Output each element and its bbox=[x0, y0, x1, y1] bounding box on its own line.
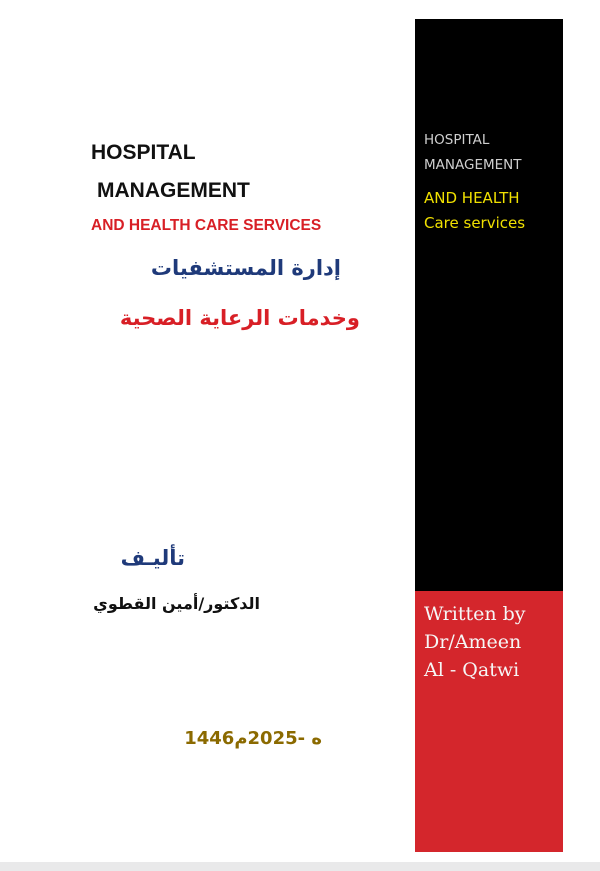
english-title-line2: MANAGEMENT bbox=[97, 179, 250, 202]
sidebar-title-line2: MANAGEMENT bbox=[424, 157, 522, 173]
english-title-line1: HOSPITAL bbox=[91, 141, 196, 164]
sidebar-title-line1: HOSPITAL bbox=[424, 132, 490, 148]
sidebar-author-line2: Al - Qatwi bbox=[424, 659, 520, 681]
sidebar-title-line4: Care services bbox=[424, 214, 526, 232]
author-label: تأليـف bbox=[120, 546, 185, 570]
publication-date: 1446ه -2025م bbox=[184, 728, 322, 749]
written-by-label: Written by bbox=[424, 603, 526, 625]
sidebar-author-line1: Dr/Ameen bbox=[424, 631, 522, 653]
arabic-title-line1: إدارة المستشفيات bbox=[150, 256, 341, 280]
english-title-line3: AND HEALTH CARE SERVICES bbox=[91, 217, 322, 234]
arabic-title-line2: وخدمات الرعاية الصحية bbox=[119, 306, 360, 330]
sidebar-black-panel bbox=[415, 19, 563, 591]
cover-sidebar bbox=[415, 19, 563, 852]
sidebar-title-line3: AND HEALTH bbox=[424, 189, 520, 207]
bottom-strip bbox=[0, 862, 600, 871]
author-name: الدكتور/أمين القطوي bbox=[93, 594, 260, 613]
